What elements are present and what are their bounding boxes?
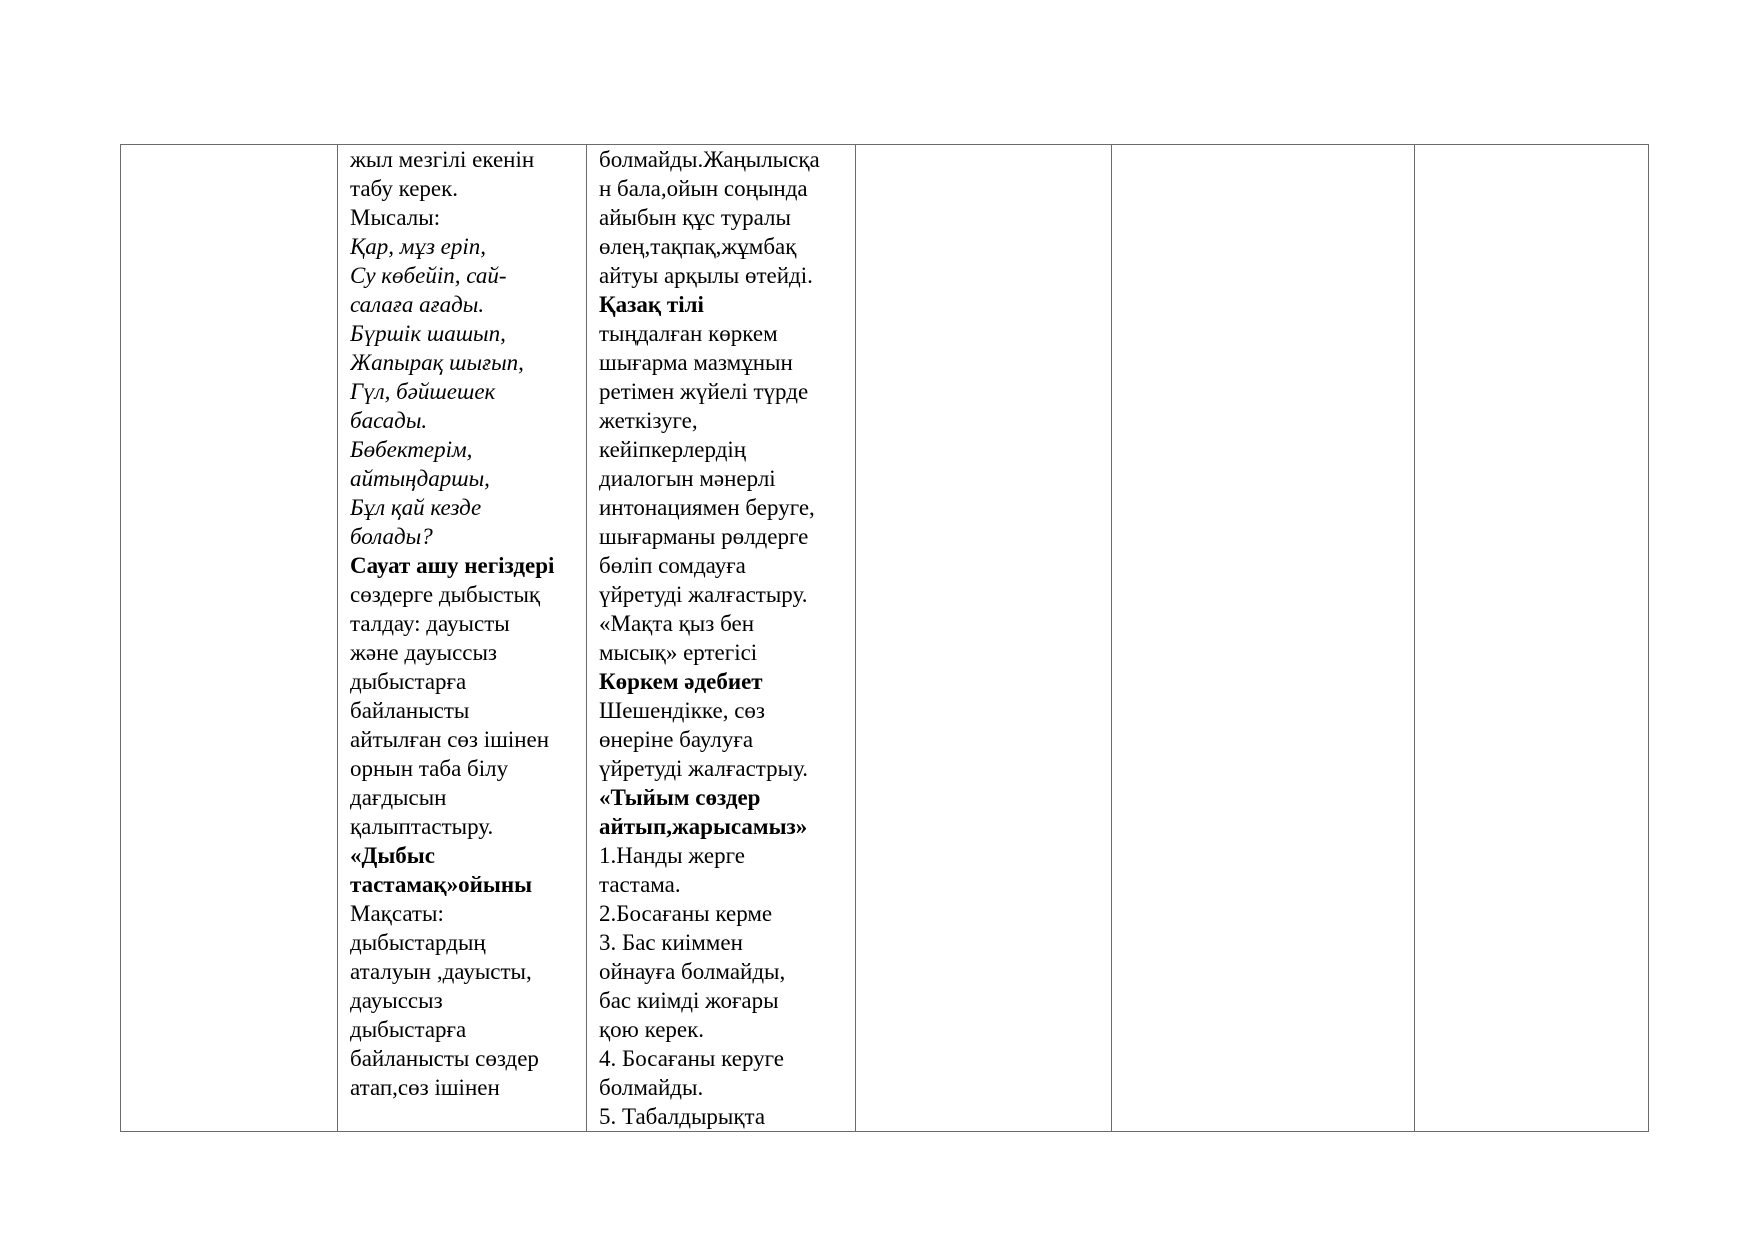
text-line: дыбыстарға [350,669,467,694]
cell-text-block [599,145,845,1131]
text-line: Бұл қай кезде [350,495,482,520]
text-line: «Мақта қыз бен [599,611,755,636]
text-line: орнын таба білу [350,756,509,781]
text-line: Сауат ашу негіздері [350,553,555,578]
text-line: «Дыбыс [350,843,435,868]
text-line: шығарманы рөлдерге [599,524,809,549]
text-line: дағдысын [350,785,447,810]
text-line: үйретуді жалғастрыу. [599,756,809,781]
text-line: 1.Нанды жерге [599,843,745,868]
text-line: айтылған сөз ішінен [350,727,550,752]
text-line: қою керек. [599,1017,705,1042]
text-line: Су көбейіп, сай- [350,263,507,288]
text-line: диалогын мәнерлі [599,466,776,491]
text-line: айыбын құс туралы [599,205,791,230]
text-line: Қар, мұз еріп, [350,234,487,259]
text-line: Бөбектерім, [350,437,473,462]
lesson-plan-table [120,144,1649,1132]
text-line: тастамақ»ойыны [350,872,533,897]
text-line: Көркем әдебиет [599,669,763,694]
text-line: болады? [350,524,433,549]
table-cell-col-1 [121,145,338,1132]
text-line: айтуы арқылы өтейді. [599,263,813,288]
table-cell-col-5 [1112,145,1415,1132]
text-line: ойнауға болмайды, [599,959,786,984]
text-line: тастама. [599,872,681,897]
text-line: айтып,жарысамыз» [599,814,808,839]
table-cell-col-6 [1415,145,1649,1132]
text-line: басады. [350,408,428,433]
text-line: жыл мезгілі екенін [350,147,535,172]
text-line: н бала,ойын соңында [599,176,808,201]
text-line: интонациямен беруге, [599,495,815,520]
text-line: аталуын ,дауысты, [350,959,532,984]
text-line: Шешендікке, сөз [599,698,766,723]
text-line: өлең,тақпақ,жұмбақ [599,234,797,259]
text-line: және дауыссыз [350,640,498,665]
text-line: үйретуді жалғастыру. [599,582,808,607]
text-line: ретімен жүйелі түрде [599,379,809,404]
table-cell-col-3 [587,145,856,1132]
text-line: байланысты [350,698,470,723]
text-line: Жапырақ шығып, [350,350,524,375]
text-line: байланысты сөздер [350,1046,539,1071]
text-line: Мақсаты: [350,901,444,926]
text-line: бөліп сомдауға [599,553,746,578]
text-line: жеткізуге, [599,408,698,433]
text-line: сөздерге дыбыстық [350,582,541,607]
text-line: Мысалы: [350,205,441,230]
text-line: салаға ағады. [350,292,485,317]
text-line: Қазақ тілі [599,292,704,317]
text-line: өнеріне баулуға [599,727,754,752]
cell-text-block [350,145,576,1102]
table-cell-col-2 [338,145,587,1132]
text-line: дыбыстардың [350,930,486,955]
table-cell-col-4 [856,145,1112,1132]
text-line: кейіпкерлердің [599,437,747,462]
text-line: дыбыстарға [350,1017,467,1042]
text-line: мысық» ертегісі [599,640,758,665]
text-line: 4. Босағаны керуге [599,1046,784,1071]
text-line: болмайды. [599,1075,704,1100]
text-line: тыңдалған көркем [599,321,778,346]
text-line: болмайды.Жаңылысқа [599,147,820,172]
text-line: айтыңдаршы, [350,466,490,491]
table-row [121,145,1649,1132]
text-line: 2.Босағаны керме [599,901,773,926]
text-line: Гүл, бәйшешек [350,379,496,404]
text-line: бас киімді жоғары [599,988,779,1013]
text-line: табу керек. [350,176,459,201]
text-line: «Тыйым сөздер [599,785,761,810]
text-line: 3. Бас киіммен [599,930,743,955]
text-line: қалыптастыру. [350,814,494,839]
text-line: шығарма мазмұнын [599,350,793,375]
text-line: дауыссыз [350,988,443,1013]
text-line: талдау: дауысты [350,611,510,636]
text-line: атап,сөз ішінен [350,1075,500,1100]
text-line: Бүршік шашып, [350,321,506,346]
text-line: 5. Табалдырықта [599,1104,766,1129]
